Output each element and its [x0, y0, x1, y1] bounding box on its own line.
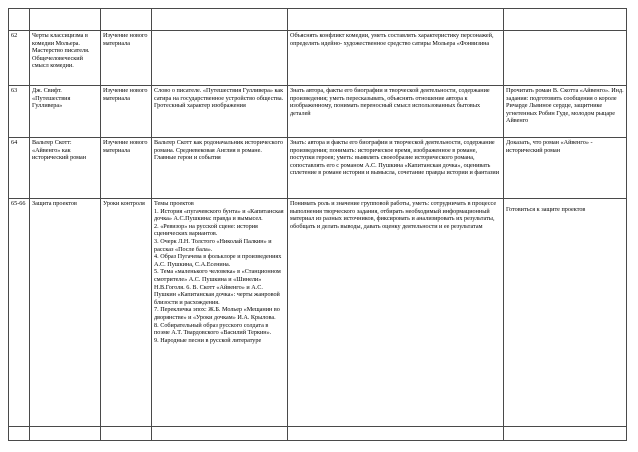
- project-topics-heading: Темы проектов: [154, 200, 194, 207]
- cell-type: [101, 427, 152, 441]
- cell-topic: [30, 9, 101, 31]
- cell-topic: Защита проектов: [30, 199, 101, 427]
- cell-content: [152, 199, 288, 427]
- project-topic-item: 7. Перекличка эпох: Ж.Б. Мольер «Мещанин во дворянстве» и «Уроки дочкам» И.А. Крылова.: [154, 306, 280, 321]
- cell-homework: Прочитать роман В. Скотта «Айвенго». Инд. задания: подготовить сообщения о короле Ричарде Львиное сердце, защитнике угнетенных Робин Гуде, молодом рыцаре Айвенго: [504, 86, 627, 138]
- cell-topic: [30, 427, 101, 441]
- project-topic-item: 2. «Ревизор» на русской сцене: история сценических вариантов.: [154, 222, 258, 238]
- cell-content: Слово о писателе. «Путешествия Гулливера» как сатира на государственное устройство общества. Гротескный характер изображения: [152, 86, 288, 138]
- project-topic-item: 5. Тема «маленького человека» в «Станционном смотрителе» А.С. Пушкина и «Шинели» Н.В.Гоголя. 6. В. Скотт «Айвенго» и А.С. Пушкин «Капитанская дочка»: черты жанровой близости и расхождения.: [154, 268, 281, 306]
- table-row-65-66: [9, 199, 627, 427]
- project-topic-item: 8. Собирательный образ русского солдата в поэме А.Т. Твардовского «Василий Теркин».: [154, 321, 272, 337]
- table-row-empty: [9, 427, 627, 441]
- cell-requirements: [288, 9, 504, 31]
- cell-type: [101, 9, 152, 31]
- project-topic-item: 1. История «пугачевского бунта» и «Капитанская дочка» А.С.Пушкина: правда и вымысел.: [154, 207, 284, 223]
- cell-num: 62: [9, 31, 30, 86]
- cell-content: [152, 427, 288, 441]
- project-topic-item: 3. Очерк Л.Н. Толстого «Николай Палкин» и рассказ «После бала».: [154, 237, 272, 253]
- project-topic-item: 9. Народные песни в русской литературе: [154, 336, 262, 344]
- cell-topic: Вальтер Скотт: «Айвенго» как исторический роман: [30, 138, 101, 199]
- project-topic-item: 4. Образ Пугачева в фольклоре и произведениях А.С. Пушкина, С.А.Есенина.: [154, 253, 282, 268]
- cell-content: [152, 31, 288, 86]
- cell-type: Уроки контроля: [101, 199, 152, 427]
- homework-text: Готовиться к защите проектов: [506, 206, 586, 213]
- table-row-64: [9, 138, 627, 199]
- cell-requirements: Объяснять конфликт комедии, уметь составлять характеристику персонажей, определять идейно- художественное средство сатиры Мольера «Фонвизина: [288, 31, 504, 86]
- cell-type: Изучение нового материала: [101, 86, 152, 138]
- cell-topic: Черты классицизма в комедии Мольера. Мастерство писателя. Общечеловеческий смысл комедии.: [30, 31, 101, 86]
- cell-homework: [504, 199, 627, 427]
- cell-num: [9, 9, 30, 31]
- cell-num: [9, 427, 30, 441]
- lesson-plan-table: [8, 8, 627, 441]
- cell-num: 65-66: [9, 199, 30, 427]
- cell-requirements: Понимать роль и значение групповой работы, уметь: сотрудничать в процессе выполнения творческого задания, отбирать необходимый информационный материал из разных источников, фиксировать и анализировать их результаты, обобщать и делать выводы, давать оценку деятельности и ее результатам: [288, 199, 504, 427]
- cell-num: 63: [9, 86, 30, 138]
- cell-homework: [504, 427, 627, 441]
- cell-num: 64: [9, 138, 30, 199]
- cell-homework: [504, 31, 627, 86]
- cell-homework: [504, 9, 627, 31]
- cell-type: Изучение нового материала: [101, 138, 152, 199]
- cell-topic: Дж. Свифт. «Путешествия Гулливера»: [30, 86, 101, 138]
- cell-content: Вальтер Скотт как родоначальник исторического романа. Средневековая Англия в романе. Главные герои и события: [152, 138, 288, 199]
- cell-requirements: Знать: автора и факты его биографии и творческой деятельности, содержание произведения; понимать: историческое время, изображенное в романе, поступки героев; уметь: выявлять своеобразие исторического романа, сопоставлять его с романом А.С. Пушкина «Капитанская дочка», оценивать сплетение в романе истории и вымысла, сочетание правды истории и фантазии: [288, 138, 504, 199]
- table-row-62: [9, 31, 627, 86]
- cell-requirements: [288, 427, 504, 441]
- cell-type: Изучение нового материала: [101, 31, 152, 86]
- cell-homework: Доказать, что роман «Айвенго» - исторический роман: [504, 138, 627, 199]
- cell-requirements: Знать автора, факты его биографии и творческой деятельности, содержание произведения; уметь пересказывать, объяснять отношение автора к изображенному, понимать переносный смысл использованных бытовых деталей: [288, 86, 504, 138]
- cell-content: [152, 9, 288, 31]
- table-row-header: [9, 9, 627, 31]
- table-row-63: [9, 86, 627, 138]
